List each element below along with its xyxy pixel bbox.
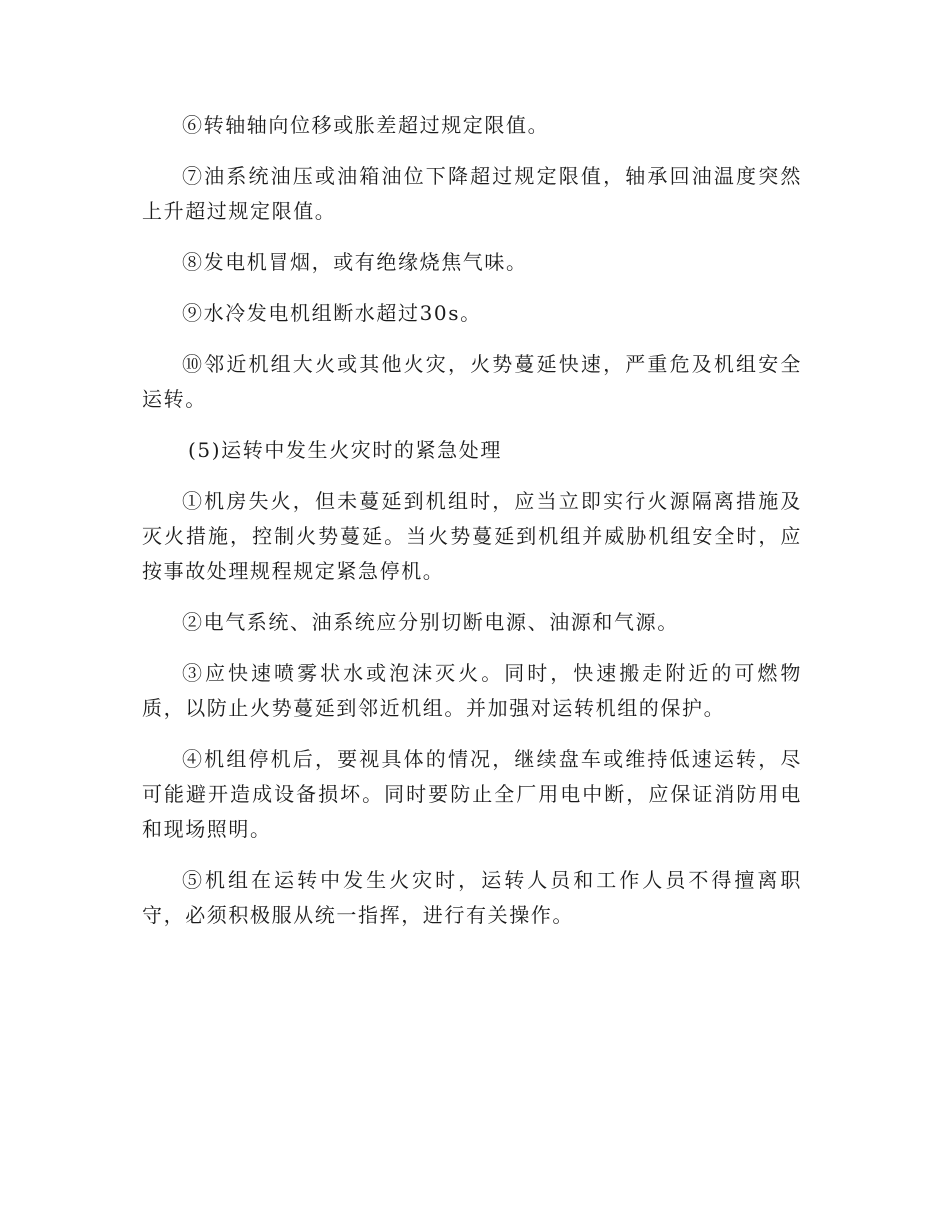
paragraph-item-8: ⑧发电机冒烟，或有绝缘烧焦气味。 <box>182 250 528 274</box>
paragraph-step-3: ③应快速喷雾状水或泡沫灭火。同时，快速搬走附近的可燃物质，以防止火势蔓延到邻近机组。并加强对运转机组的保护。 <box>142 661 802 720</box>
paragraph-step-5: ⑤机组在运转中发生火灾时，运转人员和工作人员不得擅离职守，必须积极服从统一指挥，进行有关操作。 <box>142 868 802 927</box>
paragraph-step-2: ②电气系统、油系统应分别切断电源、油源和气源。 <box>182 610 679 634</box>
paragraph-item-9: ⑨水冷发电机组断水超过30s。 <box>182 301 482 325</box>
section-heading-5: (5)运转中发生火灾时的紧急处理 <box>188 438 502 462</box>
paragraph-item-10: ⑩邻近机组大火或其他火灾，火势蔓延快速，严重危及机组安全运转。 <box>142 352 802 411</box>
paragraph-item-6: ⑥转轴轴向位移或胀差超过规定限值。 <box>182 113 550 137</box>
paragraph-item-7: ⑦油系统油压或油箱油位下降超过规定限值，轴承回油温度突然上升超过规定限值。 <box>142 164 802 223</box>
paragraph-step-1: ①机房失火，但未蔓延到机组时，应当立即实行火源隔离措施及灭火措施，控制火势蔓延。当火势蔓延到机组并威胁机组安全时，应按事故处理规程规定紧急停机。 <box>142 489 802 583</box>
document-body <box>142 108 802 949</box>
paragraph-step-4: ④机组停机后，要视具体的情况，继续盘车或维持低速运转，尽可能避开造成设备损坏。同时要防止全厂用电中断，应保证消防用电和现场照明。 <box>142 747 802 841</box>
